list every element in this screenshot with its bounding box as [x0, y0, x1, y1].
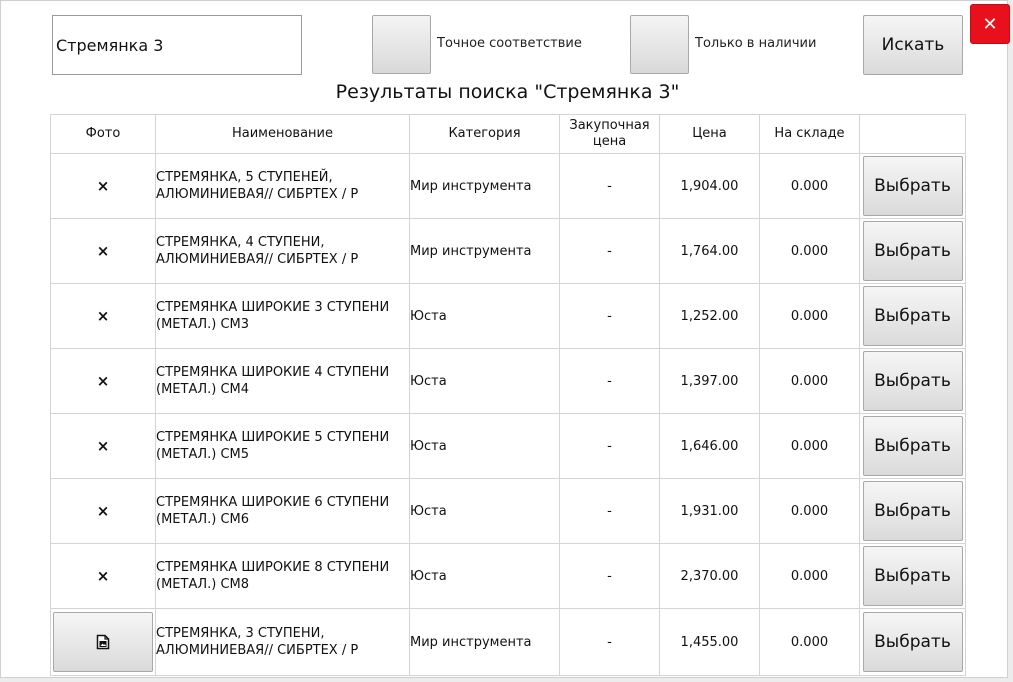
search-button-label: Искать — [881, 35, 945, 55]
x-icon: × — [96, 437, 110, 455]
action-cell — [860, 154, 966, 219]
photo-cell — [51, 219, 156, 284]
select-button[interactable]: Выбрать — [863, 546, 963, 606]
product-category: Юста — [410, 544, 560, 609]
column-header-category: Категория — [410, 115, 560, 154]
select-button[interactable]: Выбрать — [863, 481, 963, 541]
product-category: Юста — [410, 284, 560, 349]
stock: 0.000 — [760, 284, 860, 349]
stock: 0.000 — [760, 479, 860, 544]
purchase-price: - — [560, 219, 660, 284]
column-header-photo: Фото — [51, 115, 156, 154]
table-row — [51, 154, 966, 219]
table-row — [51, 349, 966, 414]
in-stock-toggle[interactable] — [630, 15, 689, 74]
stock: 0.000 — [760, 349, 860, 414]
product-name: СТРЕМЯНКА, 5 СТУПЕНЕЙ, АЛЮМИНИЕВАЯ// СИБРТЕХ / Р — [156, 154, 410, 219]
x-icon: × — [96, 372, 110, 390]
product-category: Мир инструмента — [410, 154, 560, 219]
table-row — [51, 414, 966, 479]
search-input[interactable] — [52, 15, 302, 75]
column-header-price: Цена — [660, 115, 760, 154]
product-name: СТРЕМЯНКА ШИРОКИЕ 3 СТУПЕНИ (МЕТАЛ.) СМ3 — [156, 284, 410, 349]
exact-match-label: Точное соответствие — [437, 36, 582, 51]
product-name: СТРЕМЯНКА, 4 СТУПЕНИ, АЛЮМИНИЕВАЯ// СИБРТЕХ / Р — [156, 219, 410, 284]
price: 2,370.00 — [660, 544, 760, 609]
column-header-name: Наименование — [156, 115, 410, 154]
photo-cell — [51, 609, 156, 676]
price: 1,904.00 — [660, 154, 760, 219]
product-name: СТРЕМЯНКА, 3 СТУПЕНИ, АЛЮМИНИЕВАЯ// СИБРТЕХ / Р — [156, 609, 410, 676]
price: 1,397.00 — [660, 349, 760, 414]
price: 1,646.00 — [660, 414, 760, 479]
search-button[interactable] — [863, 15, 963, 75]
action-cell — [860, 414, 966, 479]
select-button[interactable]: Выбрать — [863, 221, 963, 281]
purchase-price: - — [560, 479, 660, 544]
select-button[interactable]: Выбрать — [863, 351, 963, 411]
purchase-price: - — [560, 349, 660, 414]
table-row — [51, 284, 966, 349]
product-name: СТРЕМЯНКА ШИРОКИЕ 5 СТУПЕНИ (МЕТАЛ.) СМ5 — [156, 414, 410, 479]
product-category: Юста — [410, 414, 560, 479]
table-row — [51, 544, 966, 609]
x-icon: × — [96, 177, 110, 195]
photo-cell — [51, 479, 156, 544]
purchase-price: - — [560, 414, 660, 479]
x-icon: × — [96, 242, 110, 260]
action-cell — [860, 609, 966, 676]
image-file-icon — [96, 634, 110, 650]
results-title: Результаты поиска "Стремянка 3" — [335, 81, 680, 103]
column-header-action — [860, 115, 966, 154]
product-category: Мир инструмента — [410, 219, 560, 284]
stock: 0.000 — [760, 544, 860, 609]
exact-match-toggle[interactable] — [372, 15, 431, 74]
photo-cell — [51, 154, 156, 219]
photo-button[interactable] — [53, 612, 153, 672]
product-name: СТРЕМЯНКА ШИРОКИЕ 6 СТУПЕНИ (МЕТАЛ.) СМ6 — [156, 479, 410, 544]
stock: 0.000 — [760, 154, 860, 219]
price: 1,455.00 — [660, 609, 760, 676]
table-row — [51, 609, 966, 676]
price: 1,931.00 — [660, 479, 760, 544]
product-category: Юста — [410, 479, 560, 544]
column-header-stock: На складе — [760, 115, 860, 154]
product-name: СТРЕМЯНКА ШИРОКИЕ 4 СТУПЕНИ (МЕТАЛ.) СМ4 — [156, 349, 410, 414]
select-button[interactable]: Выбрать — [863, 612, 963, 672]
product-category: Юста — [410, 349, 560, 414]
close-icon: ✕ — [982, 13, 998, 35]
in-stock-label: Только в наличии — [695, 36, 817, 51]
action-cell — [860, 219, 966, 284]
table-header-row — [51, 115, 966, 154]
action-cell — [860, 479, 966, 544]
close-button[interactable] — [970, 4, 1010, 44]
table-row — [51, 479, 966, 544]
results-table — [50, 114, 966, 676]
table-row — [51, 219, 966, 284]
photo-cell — [51, 349, 156, 414]
purchase-price: - — [560, 609, 660, 676]
purchase-price: - — [560, 154, 660, 219]
column-header-purchase-price: Закупочная цена — [560, 115, 660, 154]
photo-cell — [51, 544, 156, 609]
photo-cell — [51, 284, 156, 349]
stock: 0.000 — [760, 414, 860, 479]
stock: 0.000 — [760, 609, 860, 676]
action-cell — [860, 349, 966, 414]
select-button[interactable]: Выбрать — [863, 286, 963, 346]
product-name: СТРЕМЯНКА ШИРОКИЕ 8 СТУПЕНИ (МЕТАЛ.) СМ8 — [156, 544, 410, 609]
purchase-price: - — [560, 284, 660, 349]
action-cell — [860, 544, 966, 609]
action-cell — [860, 284, 966, 349]
purchase-price: - — [560, 544, 660, 609]
x-icon: × — [96, 307, 110, 325]
price: 1,252.00 — [660, 284, 760, 349]
x-icon: × — [96, 502, 110, 520]
x-icon: × — [96, 567, 110, 585]
stock: 0.000 — [760, 219, 860, 284]
select-button[interactable]: Выбрать — [863, 416, 963, 476]
select-button[interactable]: Выбрать — [863, 156, 963, 216]
photo-cell — [51, 414, 156, 479]
product-category: Мир инструмента — [410, 609, 560, 676]
price: 1,764.00 — [660, 219, 760, 284]
